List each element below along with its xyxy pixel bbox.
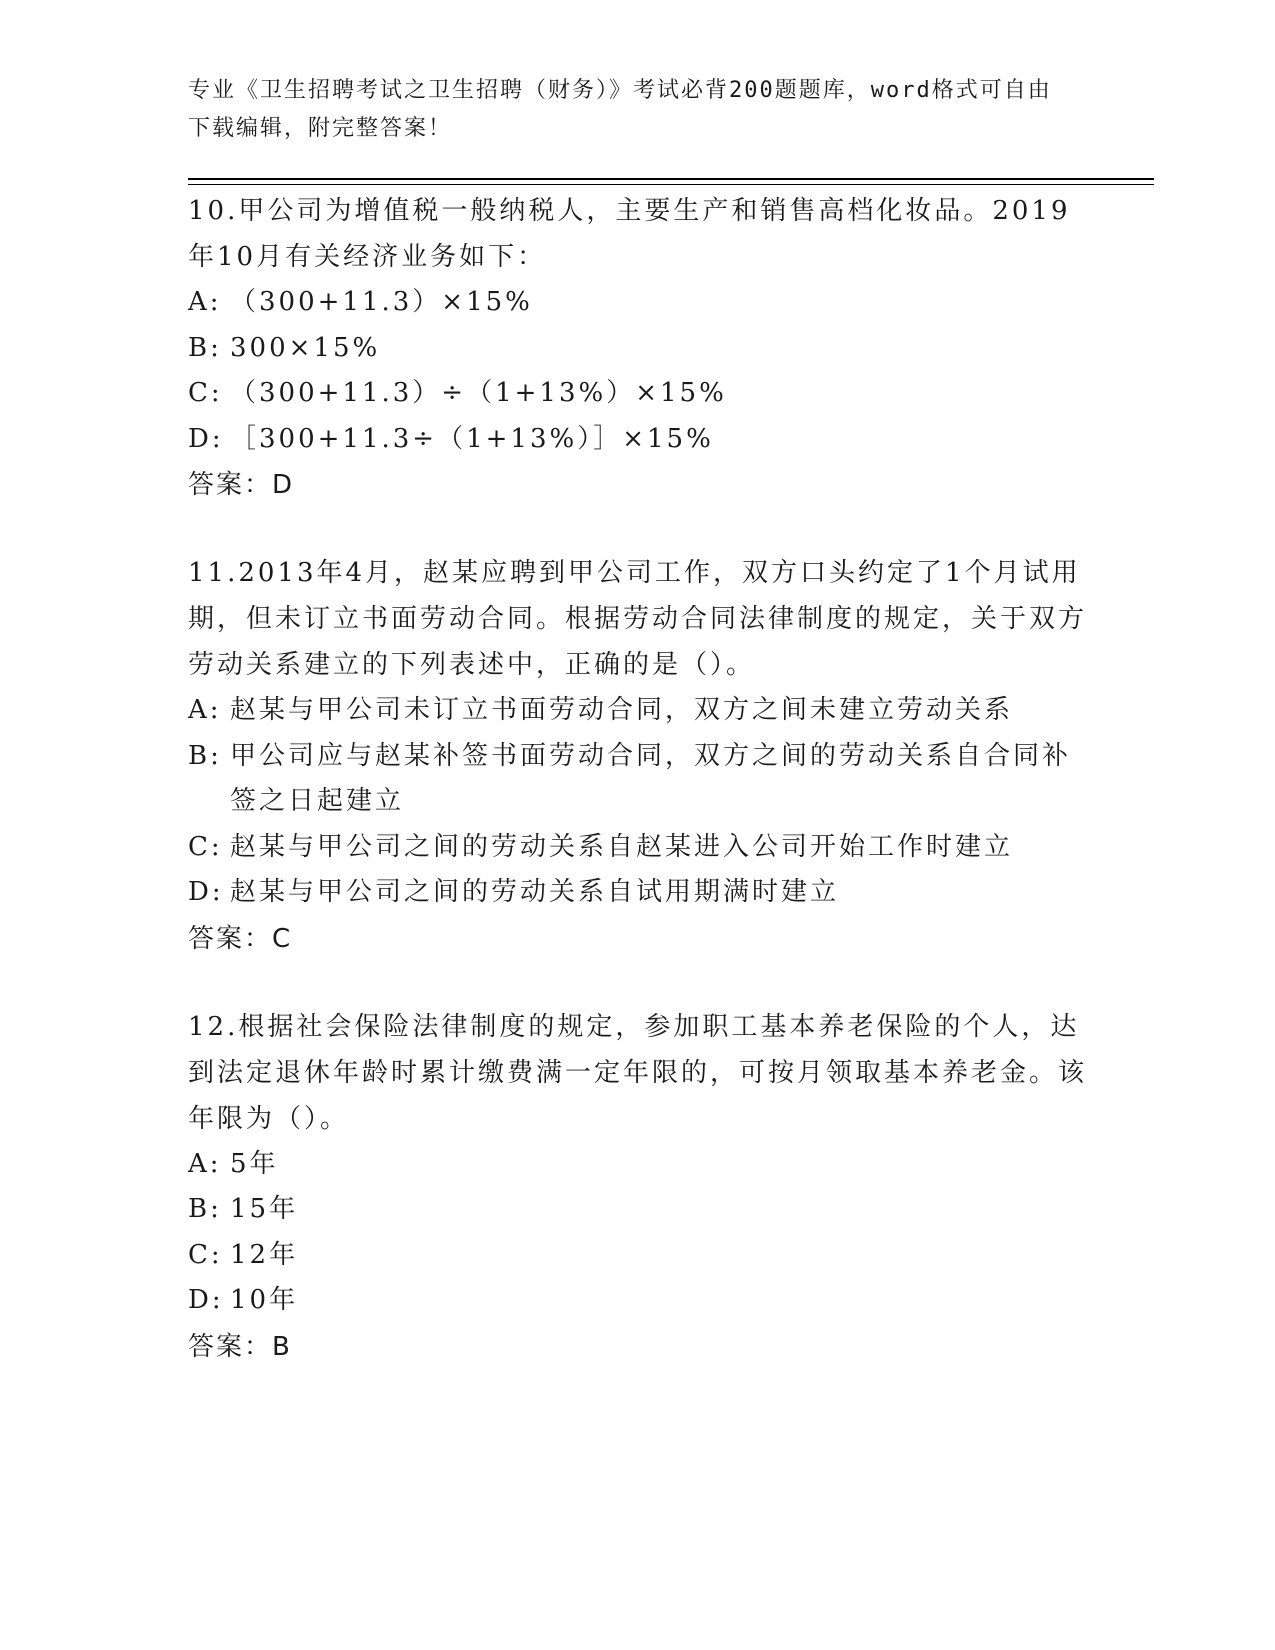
option-key: D: [188,1285,224,1315]
header-rule-thick [188,178,1154,180]
option-d [188,870,1088,916]
option-a [188,1142,1088,1188]
option-key: A: [188,695,222,725]
option-c [188,825,1088,871]
question-12 [188,1004,1088,1370]
option-text: 15年 [230,1194,299,1224]
option-text: 12年 [230,1239,299,1270]
option-text: 300×15% [230,332,381,363]
option-key: C: [188,1239,223,1270]
option-key: A: [188,1148,222,1179]
option-key: D: [188,423,224,454]
option-d [188,417,1088,463]
option-text: （300+11.3）÷（1+13%）×15% [230,378,727,408]
option-key: B: [188,1194,222,1224]
option-key: C: [188,378,223,408]
option-d [188,1278,1088,1324]
question-stem: 12.根据社会保险法律制度的规定，参加职工基本养老保险的个人，达到法定退休年龄时累计缴费满一定年限的，可按月领取基本养老金。该年限为（）。 [188,1011,1088,1134]
header-rule-thin [188,184,1154,185]
option-b [188,326,1088,372]
option-b [188,1187,1088,1233]
option-a [188,280,1088,326]
option-key: D: [188,877,224,907]
question-stem: 10.甲公司为增值税一般纳税人，主要生产和销售高档化妆品。2019年10月有关经济业务如下： [188,196,1071,272]
option-key: C: [188,831,223,862]
option-text: 赵某与甲公司之间的劳动关系自赵某进入公司开始工作时建立 [230,831,1014,862]
option-text: 5年 [230,1148,279,1179]
option-text: 赵某与甲公司之间的劳动关系自试用期满时建立 [230,877,840,907]
answer-line: 答案：B [188,1331,292,1362]
option-text: （300+11.3）×15% [230,287,533,317]
option-text: 10年 [230,1285,299,1315]
question-11 [188,550,1088,962]
answer-line: 答案：C [188,923,293,954]
document-header: 专业《卫生招聘考试之卫生招聘（财务）》考试必背200题题库，word格式可自由下载编辑，附完整答案！ [188,78,1052,141]
option-c [188,1233,1088,1279]
question-10 [188,188,1088,508]
option-b [188,734,1088,825]
answer-line: 答案：D [188,470,295,500]
question-stem: 11.2013年4月，赵某应聘到甲公司工作，双方口头约定了1个月试用期，但未订立书面劳动合同。根据劳动合同法律制度的规定，关于双方劳动关系建立的下列表述中，正确的是（）。 [188,558,1088,680]
option-a [188,688,1088,734]
question-list [188,188,1088,1412]
option-text: ［300+11.3÷（1+13%）］×15% [230,423,714,454]
option-text: 甲公司应与赵某补签书面劳动合同，双方之间的劳动关系自合同补签之日起建立 [230,740,1072,816]
option-text: 赵某与甲公司未订立书面劳动合同，双方之间未建立劳动关系 [230,695,1014,725]
option-key: B: [188,332,222,363]
option-key: A: [188,287,222,317]
option-c [188,371,1088,417]
option-key: B: [188,740,222,771]
